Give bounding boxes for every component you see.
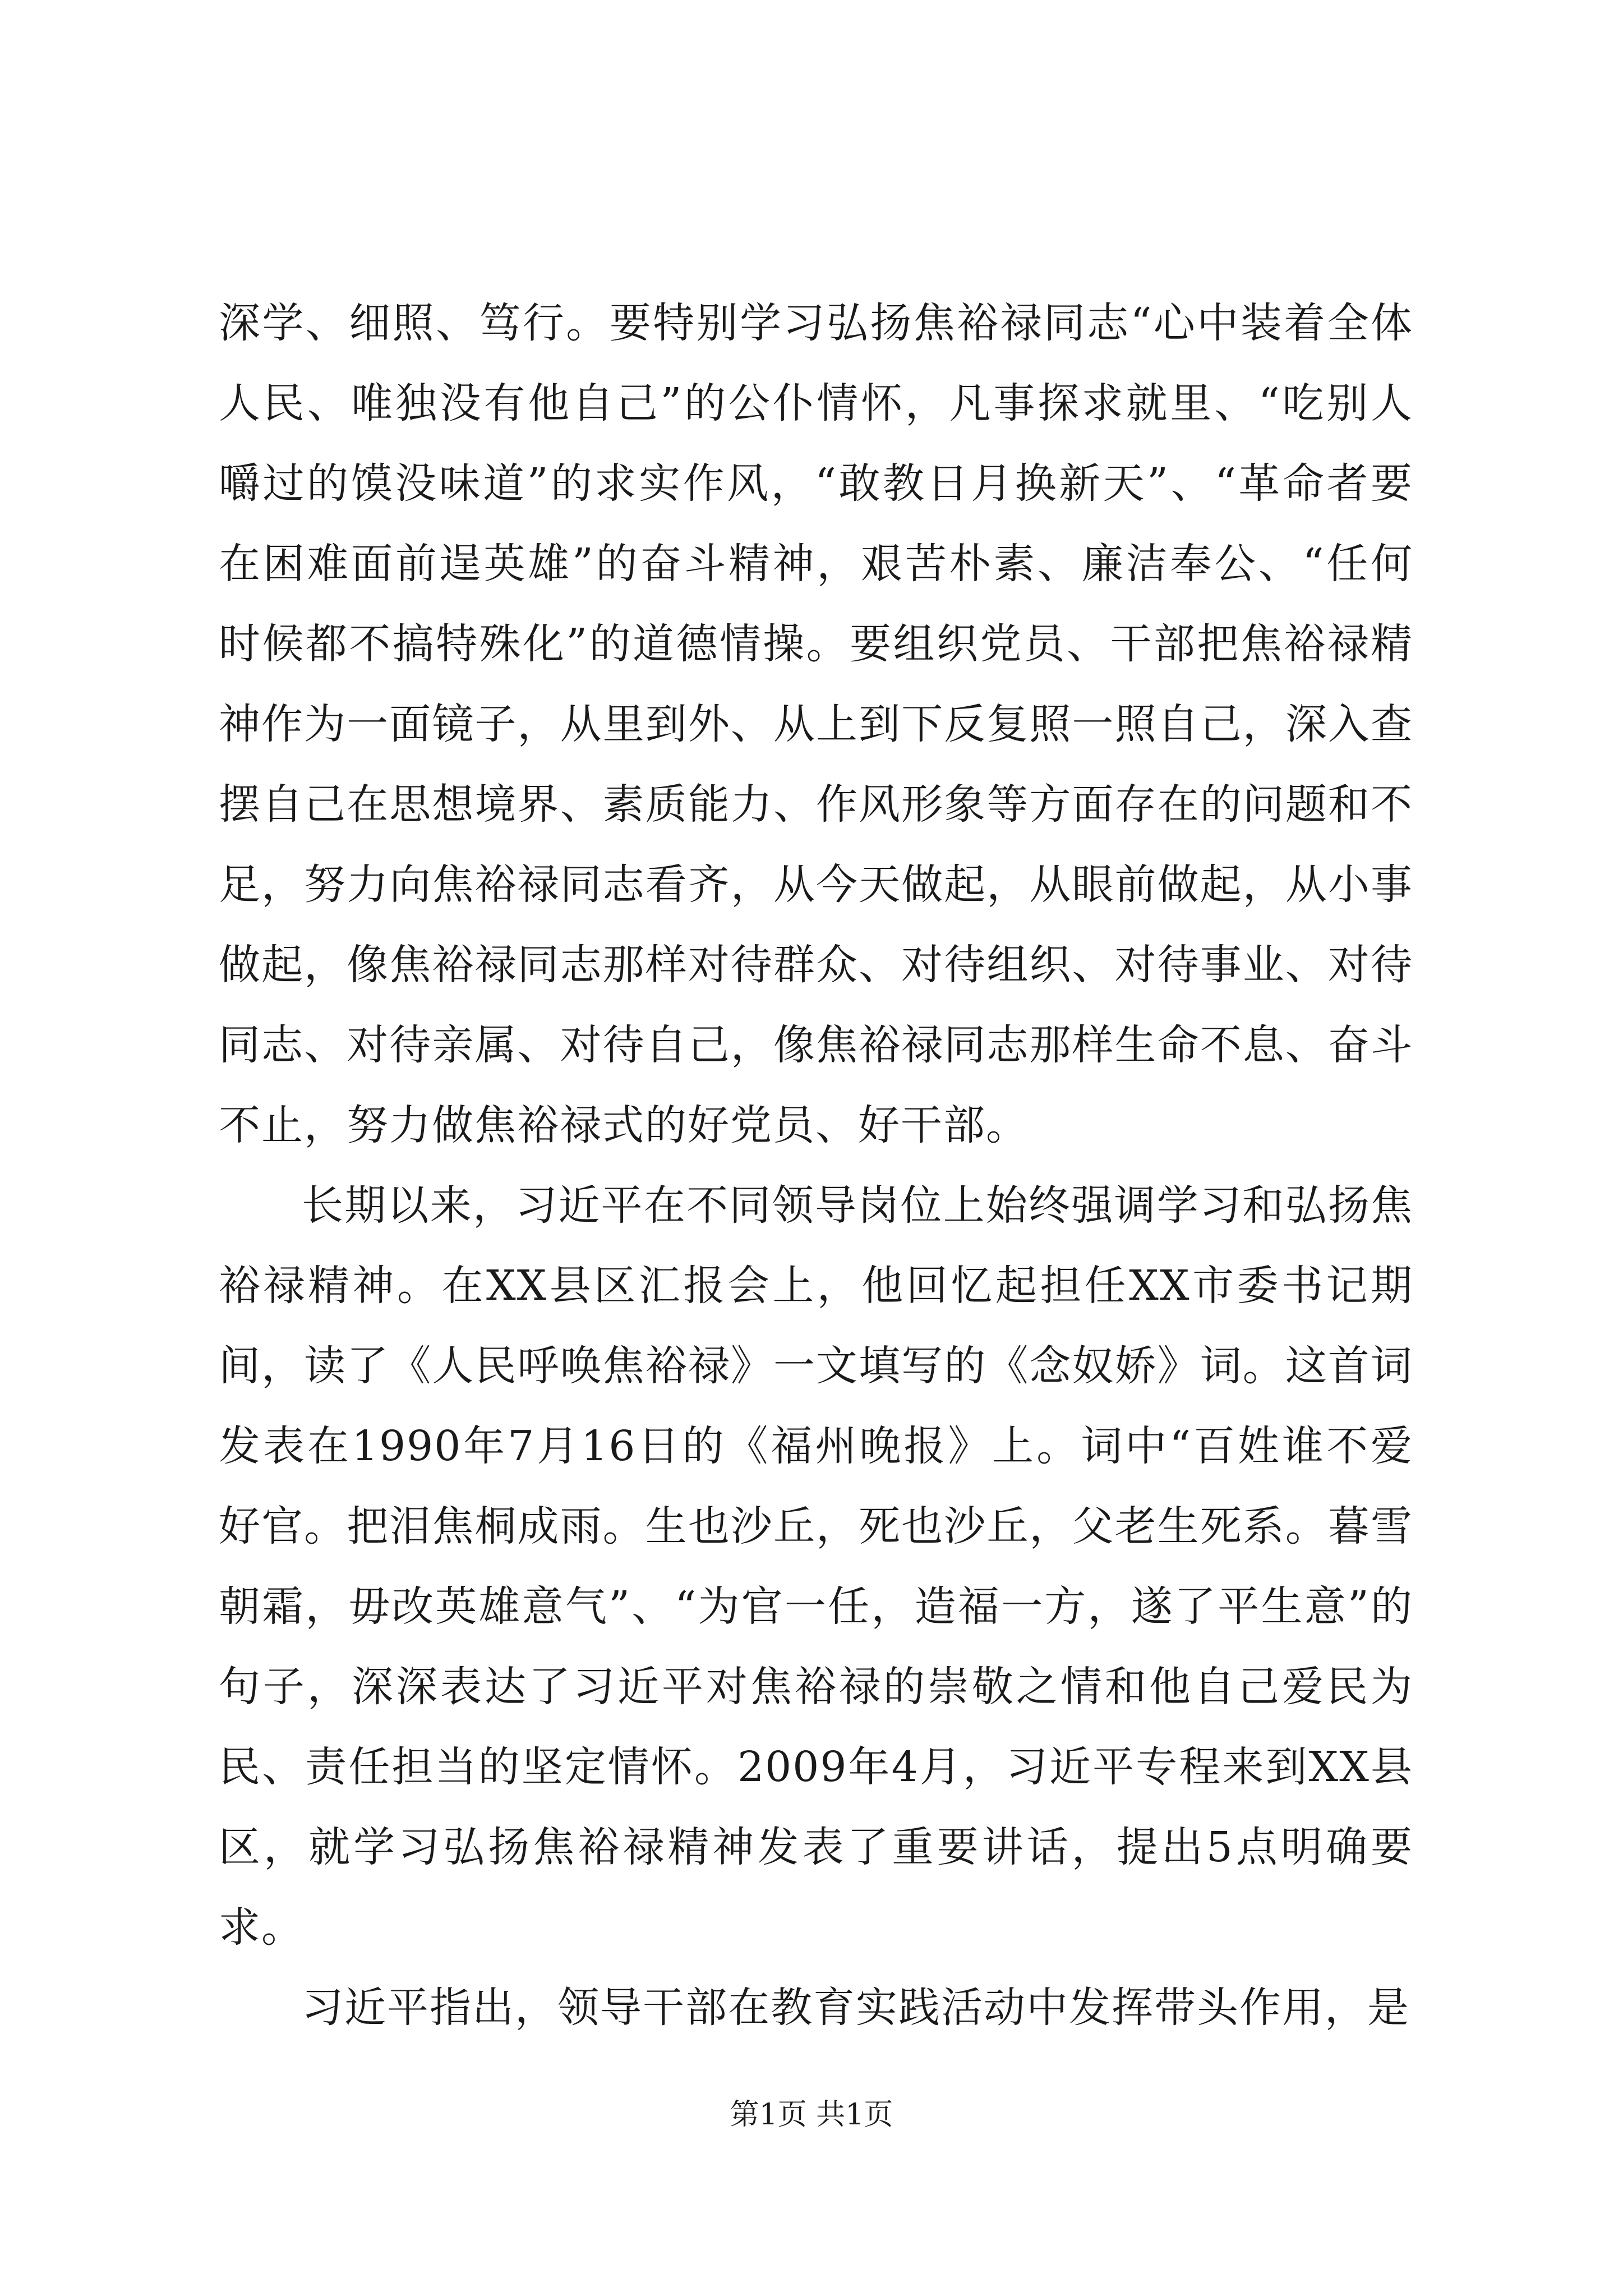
- document-body: [219, 283, 1413, 2048]
- paragraph-continued: 深学、细照、笃行。要特别学习弘扬焦裕禄同志“心中装着全体人民、唯独没有他自己”的公仆情怀，凡事探求就里、“吃别人嚼过的馍没味道”的求实作风，“敢教日月换新天”、“革命者要在困难面前逞英雄”的奋斗精神，艰苦朴素、廉洁奉公、“任何时候都不搞特殊化”的道德情操。要组织党员、干部把焦裕禄精神作为一面镜子，从里到外、从上到下反复照一照自己，深入查摆自己在思想境界、素质能力、作风形象等方面存在的问题和不足，努力向焦裕禄同志看齐，从今天做起，从眼前做起，从小事做起，像焦裕禄同志那样对待群众、对待组织、对待事业、对待同志、对待亲属、对待自己，像焦裕禄同志那样生命不息、奋斗不止，努力做焦裕禄式的好党员、好干部。: [219, 299, 1413, 1149]
- page-footer: [0, 2095, 1623, 2134]
- paragraph: 习近平指出，领导干部在教育实践活动中发挥带头作用，是: [302, 1984, 1410, 2032]
- page-number-label: 第1页 共1页: [730, 2098, 893, 2132]
- paragraph: 长期以来，习近平在不同领导岗位上始终强调学习和弘扬焦裕禄精神。在XX县区汇报会上，他回忆起担任XX市委书记期间，读了《人民呼唤焦裕禄》一文填写的《念奴娇》词。这首词发表在1990年7月16日的《福州晚报》上。词中“百姓谁不爱好官。把泪焦桐成雨。生也沙丘，死也沙丘，父老生死系。暮雪朝霜，毋改英雄意气”、“为官一任，造福一方，遂了平生意”的句子，深深表达了习近平对焦裕禄的崇敬之情和他自己爱民为民、责任担当的坚定情怀。2009年4月，习近平专程来到XX县区，就学习弘扬焦裕禄精神发表了重要讲话，提出5点明确要求。: [219, 1181, 1413, 1952]
